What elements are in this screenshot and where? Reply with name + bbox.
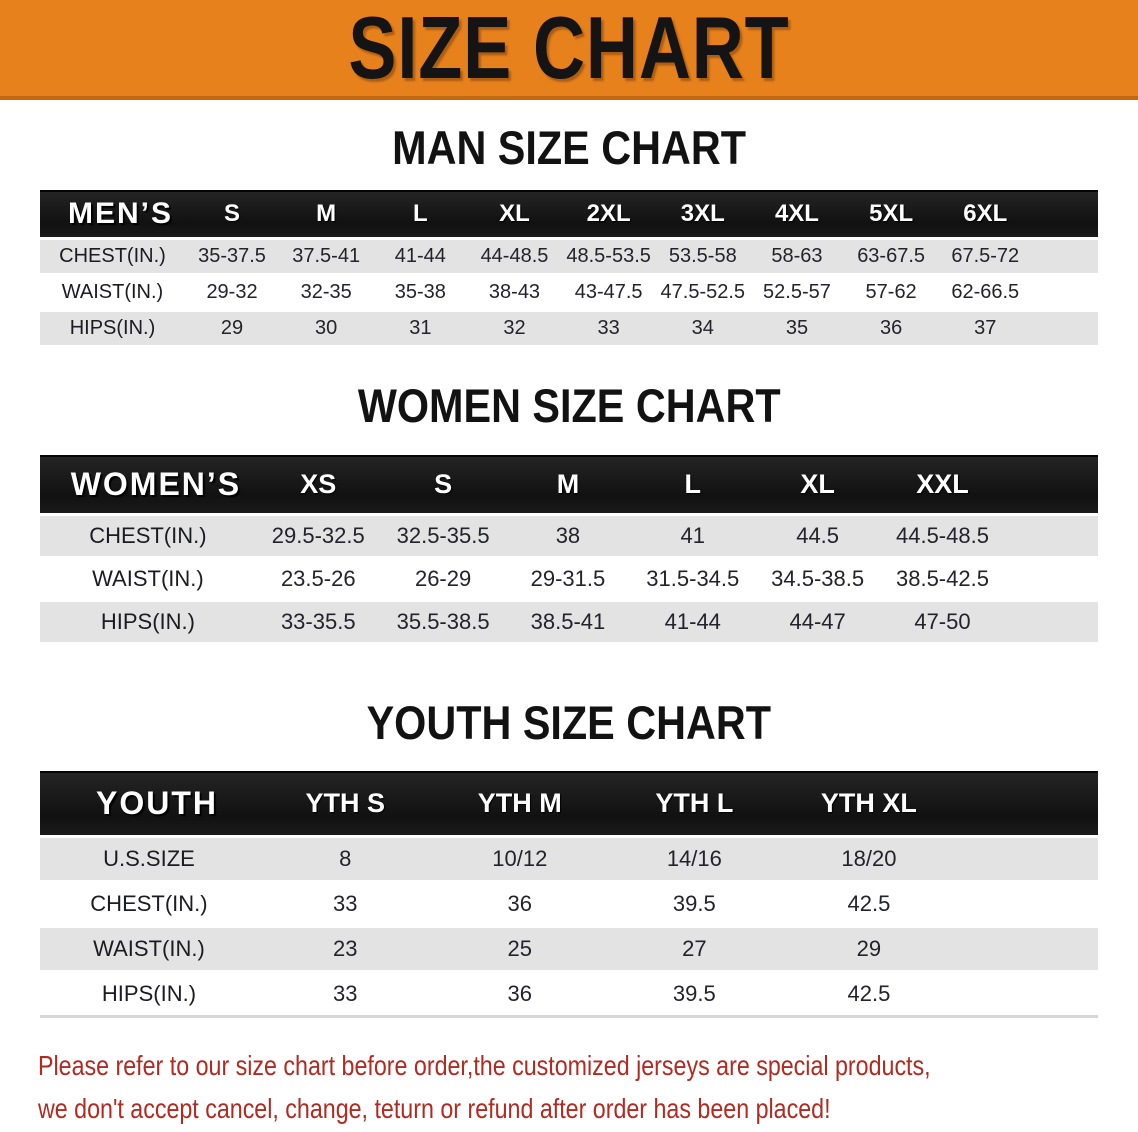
measure-cell: 43-47.5 [574, 280, 643, 303]
measure-cell: 36 [507, 890, 533, 916]
men-section-title [0, 121, 1138, 174]
measure-cell: 48.5-53.5 [562, 238, 656, 274]
measure-cell: 38 [506, 515, 631, 558]
measure-cell: 29 [185, 310, 279, 346]
measure-cell: 67.5-72 [938, 238, 1032, 274]
measure-cell: 57-62 [865, 280, 917, 303]
measure-cell: 36 [844, 310, 938, 346]
women-size-col: L [630, 456, 755, 515]
measure-cell: 35-38 [394, 280, 446, 303]
spacer-cell [1005, 515, 1098, 558]
women-size-col: XS [256, 456, 381, 515]
row-label: HIPS(IN.) [40, 601, 256, 644]
men-size-col: XL [467, 191, 561, 238]
women-section-title-text: WOMEN SIZE CHART [357, 378, 781, 432]
youth-size-col: YTH L [607, 772, 782, 836]
youth-header-row [40, 772, 1098, 836]
men-size-col: 5XL [844, 191, 938, 238]
measure-cell: 47-50 [880, 601, 1005, 644]
measure-cell: 41-44 [373, 238, 467, 274]
spacer-cell [956, 881, 1098, 926]
row-label: HIPS(IN.) [40, 310, 185, 346]
disclaimer-line-1: Please refer to our size chart before order,the customized jerseys are special products, [38, 1049, 931, 1081]
measure-cell: 29.5-32.5 [256, 515, 381, 558]
spacer-cell [1005, 558, 1098, 601]
measure-cell: 37.5-41 [279, 238, 373, 274]
measure-cell: 31.5-34.5 [646, 566, 740, 591]
measure-cell: 35 [750, 310, 844, 346]
measure-cell: 33 [562, 310, 656, 346]
women-size-table [40, 455, 1098, 646]
youth-waist-row [40, 926, 1098, 971]
spacer-cell [1032, 310, 1098, 346]
spacer-cell [1032, 191, 1098, 238]
women-hips-row [40, 601, 1098, 644]
measure-cell: 33-35.5 [256, 601, 381, 644]
spacer-cell [956, 772, 1098, 836]
row-label: CHEST(IN.) [40, 515, 256, 558]
youth-size-table [40, 771, 1098, 1018]
women-size-col: XL [755, 456, 880, 515]
spacer-cell [956, 926, 1098, 971]
measure-cell: 8 [258, 836, 433, 881]
men-waist-row [40, 274, 1098, 310]
youth-size-col: YTH S [258, 772, 433, 836]
men-size-col: S [185, 191, 279, 238]
men-size-col: L [373, 191, 467, 238]
measure-cell: 38-43 [488, 280, 541, 303]
measure-cell: 47.5-52.5 [660, 280, 746, 303]
youth-section-title-text: YOUTH SIZE CHART [366, 696, 772, 749]
measure-cell: 26-29 [414, 566, 472, 591]
row-label: WAIST(IN.) [92, 566, 204, 591]
men-header-row [40, 191, 1098, 238]
men-size-col: 4XL [750, 191, 844, 238]
measure-cell: 29-32 [206, 280, 258, 303]
measure-cell: 33 [332, 890, 358, 916]
measure-cell: 44.5-48.5 [880, 515, 1005, 558]
measure-cell: 33 [332, 980, 358, 1006]
measure-cell: 32.5-35.5 [381, 515, 506, 558]
women-chest-row [40, 515, 1098, 558]
youth-chest-row [40, 881, 1098, 926]
row-label: WAIST(IN.) [61, 280, 164, 303]
youth-hips-row [40, 971, 1098, 1016]
measure-cell: 38.5-41 [506, 601, 631, 644]
measure-cell: 30 [279, 310, 373, 346]
youth-size-col: YTH M [433, 772, 608, 836]
measure-cell: 10/12 [433, 836, 608, 881]
youth-ussize-row [40, 836, 1098, 881]
spacer-cell [1032, 274, 1098, 310]
measure-cell: 44.5 [755, 515, 880, 558]
women-size-col: XXL [880, 456, 1005, 515]
measure-cell: 34.5-38.5 [771, 566, 865, 591]
measure-cell: 25 [433, 926, 608, 971]
women-waist-row [40, 558, 1098, 601]
measure-cell: 37 [938, 310, 1032, 346]
measure-cell: 32 [467, 310, 561, 346]
men-size-col: M [279, 191, 373, 238]
measure-cell: 32-35 [300, 280, 352, 303]
measure-cell: 29-31.5 [530, 566, 606, 591]
disclaimer [38, 1044, 951, 1130]
men-size-col: 3XL [656, 191, 750, 238]
measure-cell: 44-47 [755, 601, 880, 644]
spacer-cell [1005, 456, 1098, 515]
measure-cell: 31 [373, 310, 467, 346]
measure-cell: 18/20 [782, 836, 957, 881]
women-size-col: M [506, 456, 631, 515]
men-chest-row [40, 238, 1098, 274]
measure-cell: 58-63 [750, 238, 844, 274]
measure-cell: 39.5 [672, 890, 716, 916]
spacer-cell [1032, 238, 1098, 274]
men-size-col: 2XL [562, 191, 656, 238]
measure-cell: 38.5-42.5 [895, 566, 989, 591]
measure-cell: 44-48.5 [467, 238, 561, 274]
measure-cell: 35.5-38.5 [381, 601, 506, 644]
spacer-cell [956, 971, 1098, 1016]
row-label: WAIST(IN.) [40, 926, 258, 971]
men-size-col: 6XL [938, 191, 1032, 238]
measure-cell: 63-67.5 [844, 238, 938, 274]
measure-cell: 41 [630, 515, 755, 558]
youth-section-title [0, 696, 1138, 749]
men-corner-label: MEN’S [40, 191, 185, 238]
measure-cell: 29 [782, 926, 957, 971]
row-label: CHEST(IN.) [40, 238, 185, 274]
measure-cell: 14/16 [607, 836, 782, 881]
measure-cell: 27 [607, 926, 782, 971]
measure-cell: 23 [258, 926, 433, 971]
women-header-row [40, 456, 1098, 515]
measure-cell: 34 [656, 310, 750, 346]
men-size-table [40, 190, 1098, 348]
measure-cell: 35-37.5 [185, 238, 279, 274]
measure-cell: 23.5-26 [280, 566, 356, 591]
measure-cell: 42.5 [847, 890, 891, 916]
disclaimer-line-2: we don't accept cancel, change, teturn or refund after order has been placed! [38, 1092, 831, 1124]
women-size-col: S [381, 456, 506, 515]
measure-cell: 53.5-58 [656, 238, 750, 274]
spacer-cell [1005, 601, 1098, 644]
banner-title: SIZE CHART [348, 0, 790, 97]
banner [0, 0, 1138, 100]
measure-cell: 62-66.5 [951, 280, 1020, 303]
youth-corner-label: YOUTH [40, 772, 258, 836]
row-label: HIPS(IN.) [101, 980, 197, 1006]
measure-cell: 52.5-57 [763, 280, 831, 303]
women-corner-label: WOMEN’S [40, 456, 256, 515]
spacer-cell [956, 836, 1098, 881]
measure-cell: 39.5 [672, 980, 716, 1006]
women-section-title [0, 378, 1138, 432]
youth-size-col: YTH XL [782, 772, 957, 836]
men-section-title-text: MAN SIZE CHART [392, 121, 746, 174]
measure-cell: 36 [507, 980, 533, 1006]
men-hips-row [40, 310, 1098, 346]
measure-cell: 42.5 [847, 980, 891, 1006]
row-label: U.S.SIZE [40, 836, 258, 881]
row-label: CHEST(IN.) [90, 890, 208, 916]
measure-cell: 41-44 [630, 601, 755, 644]
